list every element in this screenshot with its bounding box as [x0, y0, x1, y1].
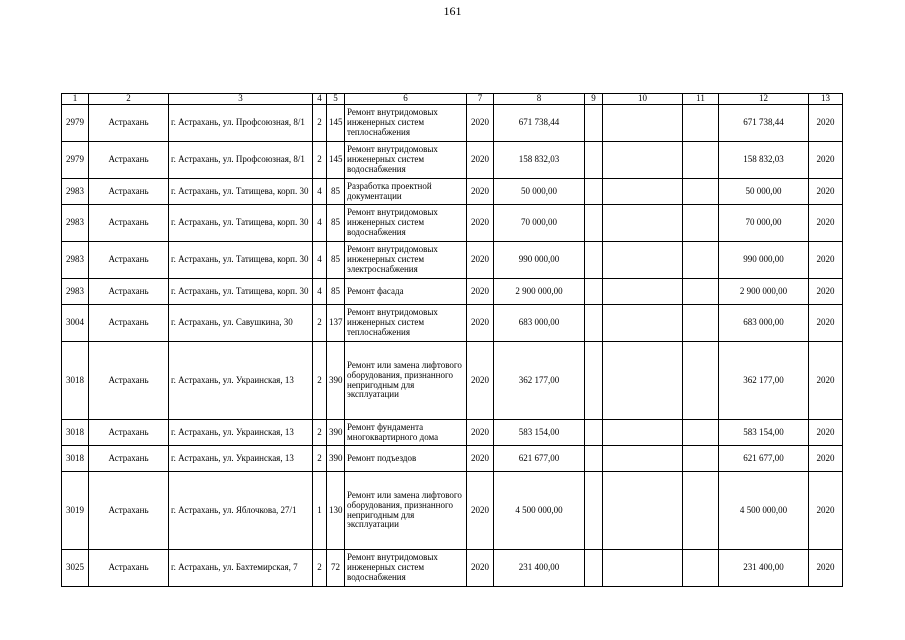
- year-cell: 2020: [467, 420, 494, 446]
- col9-cell: [585, 420, 603, 446]
- header-cell: 9: [585, 94, 603, 105]
- col4-cell: 2: [313, 342, 327, 420]
- col9-cell: [585, 142, 603, 179]
- header-cell: 8: [494, 94, 585, 105]
- address-cell: г. Астрахань, ул. Украинская, 13: [169, 446, 313, 472]
- city-cell: Астрахань: [89, 342, 169, 420]
- total-cell: 231 400,00: [719, 550, 809, 587]
- col5-cell: 390: [327, 446, 345, 472]
- table-row: [62, 179, 843, 205]
- col4-cell: 4: [313, 242, 327, 279]
- col10-cell: [603, 305, 683, 342]
- year-end-cell: 2020: [809, 472, 843, 550]
- id-cell: 2983: [62, 242, 89, 279]
- col9-cell: [585, 242, 603, 279]
- amount-cell: 50 000,00: [494, 179, 585, 205]
- table-row: [62, 279, 843, 305]
- id-cell: 3019: [62, 472, 89, 550]
- col10-cell: [603, 205, 683, 242]
- table-row: [62, 420, 843, 446]
- city-cell: Астрахань: [89, 279, 169, 305]
- work-type-cell: Ремонт внутридомовых инженерных систем водоснабжения: [345, 142, 467, 179]
- col5-cell: 390: [327, 342, 345, 420]
- total-cell: 990 000,00: [719, 242, 809, 279]
- address-cell: г. Астрахань, ул. Профсоюзная, 8/1: [169, 105, 313, 142]
- col9-cell: [585, 472, 603, 550]
- header-cell: 5: [327, 94, 345, 105]
- year-cell: 2020: [467, 179, 494, 205]
- col4-cell: 4: [313, 279, 327, 305]
- col9-cell: [585, 179, 603, 205]
- city-cell: Астрахань: [89, 205, 169, 242]
- amount-cell: 990 000,00: [494, 242, 585, 279]
- year-end-cell: 2020: [809, 550, 843, 587]
- col10-cell: [603, 446, 683, 472]
- col9-cell: [585, 550, 603, 587]
- col9-cell: [585, 279, 603, 305]
- col5-cell: 130: [327, 472, 345, 550]
- year-end-cell: 2020: [809, 446, 843, 472]
- col10-cell: [603, 279, 683, 305]
- col11-cell: [683, 305, 719, 342]
- year-end-cell: 2020: [809, 242, 843, 279]
- col9-cell: [585, 105, 603, 142]
- col10-cell: [603, 242, 683, 279]
- id-cell: 2979: [62, 142, 89, 179]
- city-cell: Астрахань: [89, 242, 169, 279]
- col4-cell: 2: [313, 142, 327, 179]
- amount-cell: 362 177,00: [494, 342, 585, 420]
- address-cell: г. Астрахань, ул. Профсоюзная, 8/1: [169, 142, 313, 179]
- work-type-cell: Ремонт внутридомовых инженерных систем водоснабжения: [345, 205, 467, 242]
- col10-cell: [603, 472, 683, 550]
- amount-cell: 231 400,00: [494, 550, 585, 587]
- address-cell: г. Астрахань, ул. Украинская, 13: [169, 420, 313, 446]
- table-row: [62, 342, 843, 420]
- year-cell: 2020: [467, 446, 494, 472]
- col10-cell: [603, 420, 683, 446]
- work-type-cell: Ремонт фасада: [345, 279, 467, 305]
- col4-cell: 2: [313, 105, 327, 142]
- col4-cell: 2: [313, 550, 327, 587]
- total-cell: 70 000,00: [719, 205, 809, 242]
- id-cell: 2983: [62, 205, 89, 242]
- col11-cell: [683, 205, 719, 242]
- year-end-cell: 2020: [809, 279, 843, 305]
- work-type-cell: Ремонт внутридомовых инженерных систем теплоснабжения: [345, 305, 467, 342]
- col5-cell: 85: [327, 279, 345, 305]
- city-cell: Астрахань: [89, 179, 169, 205]
- header-cell: 10: [603, 94, 683, 105]
- city-cell: Астрахань: [89, 420, 169, 446]
- total-cell: 4 500 000,00: [719, 472, 809, 550]
- col11-cell: [683, 420, 719, 446]
- col4-cell: 2: [313, 446, 327, 472]
- header-cell: 7: [467, 94, 494, 105]
- page-number: 161: [443, 4, 462, 18]
- city-cell: Астрахань: [89, 472, 169, 550]
- total-cell: 583 154,00: [719, 420, 809, 446]
- table-row: [62, 142, 843, 179]
- table-row: [62, 105, 843, 142]
- id-cell: 2983: [62, 279, 89, 305]
- col11-cell: [683, 279, 719, 305]
- address-cell: г. Астрахань, ул. Татищева, корп. 30: [169, 179, 313, 205]
- col5-cell: 85: [327, 179, 345, 205]
- year-cell: 2020: [467, 550, 494, 587]
- total-cell: 50 000,00: [719, 179, 809, 205]
- col11-cell: [683, 342, 719, 420]
- address-cell: г. Астрахань, ул. Яблочкова, 27/1: [169, 472, 313, 550]
- total-cell: 671 738,44: [719, 105, 809, 142]
- year-cell: 2020: [467, 279, 494, 305]
- table-row: [62, 205, 843, 242]
- id-cell: 3018: [62, 446, 89, 472]
- col4-cell: 2: [313, 305, 327, 342]
- amount-cell: 583 154,00: [494, 420, 585, 446]
- header-cell: 6: [345, 94, 467, 105]
- col11-cell: [683, 472, 719, 550]
- col11-cell: [683, 550, 719, 587]
- work-type-cell: Ремонт или замена лифтового оборудования, признанного непригодным для эксплуатации: [345, 472, 467, 550]
- id-cell: 3025: [62, 550, 89, 587]
- address-cell: г. Астрахань, ул. Татищева, корп. 30: [169, 279, 313, 305]
- id-cell: 3004: [62, 305, 89, 342]
- col9-cell: [585, 342, 603, 420]
- amount-cell: 2 900 000,00: [494, 279, 585, 305]
- year-cell: 2020: [467, 142, 494, 179]
- header-cell: 11: [683, 94, 719, 105]
- col10-cell: [603, 179, 683, 205]
- work-type-cell: Ремонт или замена лифтового оборудования, признанного непригодным для эксплуатации: [345, 342, 467, 420]
- year-cell: 2020: [467, 472, 494, 550]
- address-cell: г. Астрахань, ул. Бахтемирская, 7: [169, 550, 313, 587]
- work-type-cell: Разработка проектной документации: [345, 179, 467, 205]
- year-end-cell: 2020: [809, 420, 843, 446]
- col4-cell: 4: [313, 179, 327, 205]
- work-type-cell: Ремонт внутридомовых инженерных систем электроснабжения: [345, 242, 467, 279]
- header-cell: 12: [719, 94, 809, 105]
- table-header-row: [62, 94, 843, 105]
- col5-cell: 72: [327, 550, 345, 587]
- col9-cell: [585, 446, 603, 472]
- col5-cell: 85: [327, 205, 345, 242]
- table-row: [62, 446, 843, 472]
- header-cell: 13: [809, 94, 843, 105]
- col9-cell: [585, 205, 603, 242]
- col4-cell: 2: [313, 420, 327, 446]
- total-cell: 158 832,03: [719, 142, 809, 179]
- year-end-cell: 2020: [809, 305, 843, 342]
- amount-cell: 683 000,00: [494, 305, 585, 342]
- col5-cell: 145: [327, 142, 345, 179]
- col5-cell: 390: [327, 420, 345, 446]
- col4-cell: 1: [313, 472, 327, 550]
- year-end-cell: 2020: [809, 342, 843, 420]
- year-cell: 2020: [467, 242, 494, 279]
- year-cell: 2020: [467, 105, 494, 142]
- col11-cell: [683, 179, 719, 205]
- work-type-cell: Ремонт подъездов: [345, 446, 467, 472]
- city-cell: Астрахань: [89, 105, 169, 142]
- year-cell: 2020: [467, 342, 494, 420]
- col9-cell: [585, 305, 603, 342]
- year-cell: 2020: [467, 205, 494, 242]
- register-table: [61, 93, 843, 587]
- id-cell: 3018: [62, 342, 89, 420]
- col11-cell: [683, 142, 719, 179]
- id-cell: 2983: [62, 179, 89, 205]
- col10-cell: [603, 550, 683, 587]
- total-cell: 362 177,00: [719, 342, 809, 420]
- col11-cell: [683, 242, 719, 279]
- col10-cell: [603, 142, 683, 179]
- city-cell: Астрахань: [89, 305, 169, 342]
- work-type-cell: Ремонт фундамента многоквартирного дома: [345, 420, 467, 446]
- id-cell: 2979: [62, 105, 89, 142]
- header-cell: 3: [169, 94, 313, 105]
- city-cell: Астрахань: [89, 446, 169, 472]
- address-cell: г. Астрахань, ул. Савушкина, 30: [169, 305, 313, 342]
- amount-cell: 4 500 000,00: [494, 472, 585, 550]
- address-cell: г. Астрахань, ул. Татищева, корп. 30: [169, 242, 313, 279]
- total-cell: 2 900 000,00: [719, 279, 809, 305]
- id-cell: 3018: [62, 420, 89, 446]
- col5-cell: 145: [327, 105, 345, 142]
- col5-cell: 137: [327, 305, 345, 342]
- city-cell: Астрахань: [89, 550, 169, 587]
- amount-cell: 621 677,00: [494, 446, 585, 472]
- table-row: [62, 305, 843, 342]
- table-row: [62, 242, 843, 279]
- year-end-cell: 2020: [809, 105, 843, 142]
- col10-cell: [603, 105, 683, 142]
- year-cell: 2020: [467, 305, 494, 342]
- col10-cell: [603, 342, 683, 420]
- total-cell: 683 000,00: [719, 305, 809, 342]
- year-end-cell: 2020: [809, 142, 843, 179]
- address-cell: г. Астрахань, ул. Украинская, 13: [169, 342, 313, 420]
- work-type-cell: Ремонт внутридомовых инженерных систем водоснабжения: [345, 550, 467, 587]
- year-end-cell: 2020: [809, 179, 843, 205]
- col11-cell: [683, 446, 719, 472]
- year-end-cell: 2020: [809, 205, 843, 242]
- table-row: [62, 472, 843, 550]
- amount-cell: 671 738,44: [494, 105, 585, 142]
- address-cell: г. Астрахань, ул. Татищева, корп. 30: [169, 205, 313, 242]
- header-cell: 1: [62, 94, 89, 105]
- col5-cell: 85: [327, 242, 345, 279]
- amount-cell: 158 832,03: [494, 142, 585, 179]
- col4-cell: 4: [313, 205, 327, 242]
- col11-cell: [683, 105, 719, 142]
- work-type-cell: Ремонт внутридомовых инженерных систем теплоснабжения: [345, 105, 467, 142]
- table-row: [62, 550, 843, 587]
- amount-cell: 70 000,00: [494, 205, 585, 242]
- header-cell: 2: [89, 94, 169, 105]
- header-cell: 4: [313, 94, 327, 105]
- city-cell: Астрахань: [89, 142, 169, 179]
- total-cell: 621 677,00: [719, 446, 809, 472]
